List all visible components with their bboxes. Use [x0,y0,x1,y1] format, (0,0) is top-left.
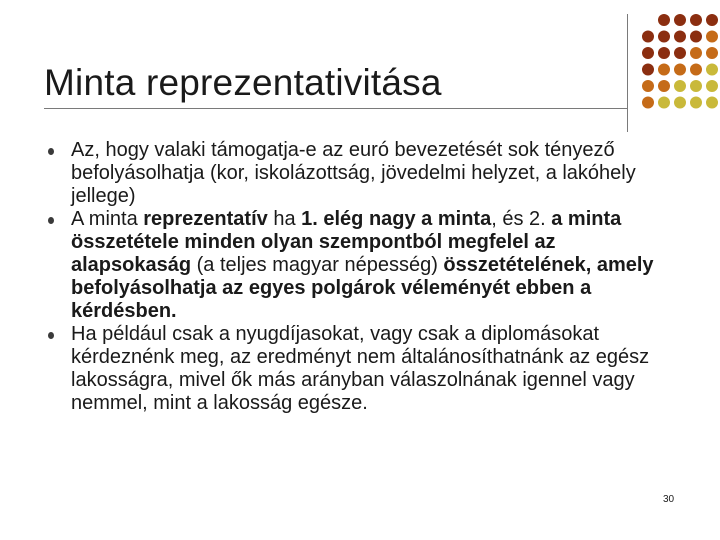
page-number: 30 [663,494,675,505]
bullet-text: Az, hogy valaki támogatja-e az euró bevezetését sok tényező befolyásolhatja (kor, iskolázottság, jövedelmi helyzet, a lakóhely jellege) [71,139,636,207]
decor-dot [706,14,718,26]
decor-dot [674,97,686,109]
decor-dot [658,97,670,109]
bullet-item [48,139,668,208]
decor-dot [690,14,702,26]
bullet-text: , és 2. [491,208,552,230]
decor-dot [674,80,686,92]
decor-dot [706,64,718,76]
decor-vertical-line [627,14,628,132]
decor-dot [642,31,654,43]
decor-dot [706,31,718,43]
bullet-text: ha [267,208,302,230]
bullet-text: (a teljes magyar népesség) [191,254,444,276]
decor-dot [690,64,702,76]
decor-dot [658,80,670,92]
decor-dot [674,31,686,43]
slide-title: Minta reprezentativitása [44,62,442,103]
decor-dot [706,47,718,59]
decor-dot [658,31,670,43]
decor-dot [642,97,654,109]
bullet-item [48,323,668,415]
decor-dot [642,80,654,92]
bullet-text-bold: 1. elég nagy a minta [301,208,492,230]
decor-dot [690,47,702,59]
decor-dot-grid [640,12,720,122]
decor-dot [658,14,670,26]
decor-dot [706,97,718,109]
bullet-text: A minta [71,208,144,230]
decor-dot [690,31,702,43]
decor-dot [658,64,670,76]
decor-dot [642,64,654,76]
bullet-text-bold: a minta összetétele minden olyan szempontból megfelel az alapsokaság [71,208,622,276]
decor-dot [706,80,718,92]
bullet-list [48,139,668,415]
bullet-text: Ha például csak a nyugdíjasokat, vagy csak a diplomásokat kérdeznénk meg, az eredményt nem általánosíthatnánk az egész lakosságra, mivel ők más arányban válaszolnának igennel vagy nemmel, mint a lakosság egésze. [71,323,650,414]
bullet-text-bold: reprezentatív [143,208,268,230]
decor-dot [674,47,686,59]
bullet-item [48,208,668,323]
decor-dot [658,47,670,59]
decor-dot [690,97,702,109]
decor-dot [674,64,686,76]
decor-dot [674,14,686,26]
decor-dot [642,47,654,59]
bullet-text-bold: összetételének, amely befolyásolhatja az egyes polgárok véleményét ebben a kérdésben. [71,254,654,322]
decor-dot [690,80,702,92]
title-underline [44,108,628,109]
